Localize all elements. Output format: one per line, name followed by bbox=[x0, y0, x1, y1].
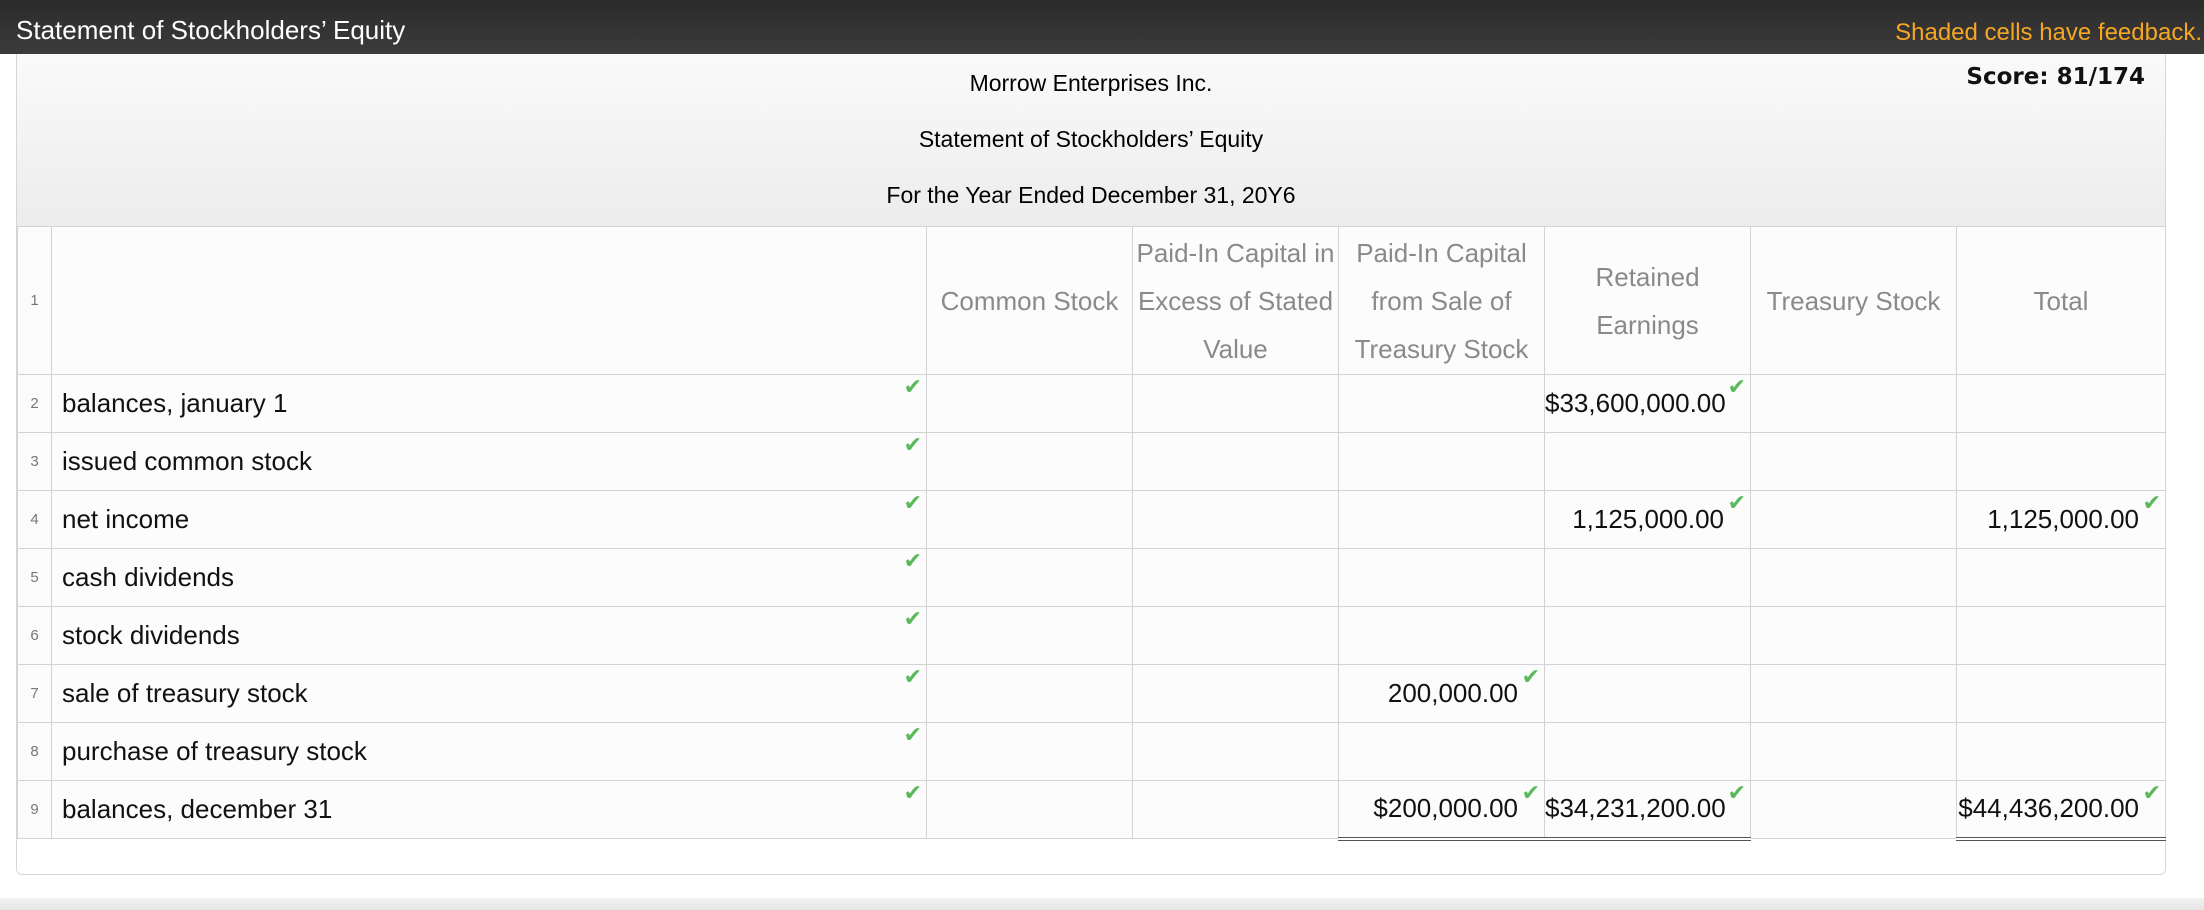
row-label: issued common stock bbox=[62, 446, 312, 476]
amount-cell[interactable] bbox=[1339, 433, 1545, 491]
column-header-paid-in-treasury: Paid-In Capital from Sale of Treasury Stock bbox=[1339, 227, 1545, 375]
bottom-strip bbox=[0, 898, 2204, 910]
amount-cell[interactable] bbox=[1545, 781, 1751, 839]
correct-check-icon: ✔ bbox=[903, 723, 922, 748]
amount-cell[interactable] bbox=[1751, 781, 1957, 839]
amount-cell[interactable] bbox=[1751, 607, 1957, 665]
amount-cell[interactable] bbox=[1751, 549, 1957, 607]
row-label-cell[interactable] bbox=[52, 491, 927, 549]
correct-check-icon: ✔ bbox=[2142, 781, 2161, 806]
table-row bbox=[18, 781, 2166, 839]
table-row bbox=[18, 723, 2166, 781]
column-header-paid-in-excess: Paid-In Capital in Excess of Stated Value bbox=[1133, 227, 1339, 375]
header-row bbox=[18, 227, 2166, 375]
amount-value: 1,125,000.00 bbox=[1987, 504, 2139, 534]
row-label-cell[interactable] bbox=[52, 375, 927, 433]
row-label-cell[interactable] bbox=[52, 665, 927, 723]
correct-check-icon: ✔ bbox=[903, 607, 922, 632]
score-label: Score: 81/174 bbox=[1966, 64, 2145, 90]
company-name: Morrow Enterprises Inc. bbox=[969, 70, 1213, 96]
row-number: 2 bbox=[18, 375, 52, 433]
statement-panel bbox=[16, 54, 2166, 875]
amount-cell[interactable] bbox=[1133, 549, 1339, 607]
correct-check-icon: ✔ bbox=[903, 375, 922, 400]
amount-cell[interactable] bbox=[1751, 375, 1957, 433]
amount-value: $44,436,200.00 bbox=[1958, 793, 2139, 824]
row-label: cash dividends bbox=[62, 562, 234, 592]
amount-cell[interactable] bbox=[1133, 433, 1339, 491]
row-number: 1 bbox=[18, 227, 52, 375]
amount-cell[interactable] bbox=[1133, 607, 1339, 665]
amount-cell[interactable] bbox=[927, 549, 1133, 607]
statement-period: For the Year Ended December 31, 20Y6 bbox=[886, 182, 1296, 208]
amount-cell[interactable] bbox=[1957, 375, 2166, 433]
equity-table bbox=[17, 226, 2166, 841]
amount-cell[interactable] bbox=[1545, 433, 1751, 491]
column-header-treasury-stock: Treasury Stock bbox=[1751, 227, 1957, 375]
amount-value: $34,231,200.00 bbox=[1545, 793, 1726, 824]
correct-check-icon: ✔ bbox=[903, 665, 922, 690]
amount-cell[interactable] bbox=[1957, 607, 2166, 665]
table-row bbox=[18, 665, 2166, 723]
table-row bbox=[18, 607, 2166, 665]
correct-check-icon: ✔ bbox=[903, 491, 922, 516]
table-row bbox=[18, 549, 2166, 607]
amount-cell[interactable] bbox=[1133, 665, 1339, 723]
correct-check-icon: ✔ bbox=[2142, 491, 2161, 516]
amount-value: 200,000.00 bbox=[1387, 678, 1518, 708]
amount-cell[interactable] bbox=[1545, 723, 1751, 781]
amount-cell[interactable] bbox=[1133, 375, 1339, 433]
feedback-note: Shaded cells have feedback. bbox=[1895, 19, 2202, 46]
window-titlebar bbox=[0, 0, 2204, 54]
row-label: sale of treasury stock bbox=[62, 678, 308, 708]
row-number: 3 bbox=[18, 433, 52, 491]
amount-cell[interactable] bbox=[1957, 665, 2166, 723]
correct-check-icon: ✔ bbox=[1727, 375, 1746, 400]
amount-value: $33,600,000.00 bbox=[1545, 388, 1726, 418]
amount-cell[interactable] bbox=[927, 781, 1133, 839]
table-row bbox=[18, 491, 2166, 549]
amount-cell[interactable] bbox=[1133, 781, 1339, 839]
amount-cell[interactable] bbox=[1545, 549, 1751, 607]
amount-cell[interactable] bbox=[1957, 723, 2166, 781]
amount-cell[interactable] bbox=[1545, 375, 1751, 433]
row-label: stock dividends bbox=[62, 620, 240, 650]
row-label-cell[interactable] bbox=[52, 607, 927, 665]
amount-cell[interactable] bbox=[927, 665, 1133, 723]
row-number: 6 bbox=[18, 607, 52, 665]
statement-heading bbox=[17, 54, 2165, 226]
amount-cell[interactable] bbox=[1545, 491, 1751, 549]
amount-cell[interactable] bbox=[1133, 723, 1339, 781]
amount-cell[interactable] bbox=[1957, 491, 2166, 549]
amount-cell[interactable] bbox=[1751, 665, 1957, 723]
correct-check-icon: ✔ bbox=[1521, 665, 1540, 690]
amount-cell[interactable] bbox=[1751, 433, 1957, 491]
row-number: 5 bbox=[18, 549, 52, 607]
correct-check-icon: ✔ bbox=[1727, 491, 1746, 516]
amount-cell[interactable] bbox=[927, 723, 1133, 781]
row-label-cell[interactable] bbox=[52, 723, 927, 781]
row-label: balances, january 1 bbox=[62, 388, 288, 418]
amount-cell[interactable] bbox=[1957, 433, 2166, 491]
window-title: Statement of Stockholders’ Equity bbox=[16, 15, 406, 45]
table-row bbox=[18, 375, 2166, 433]
amount-cell[interactable] bbox=[927, 491, 1133, 549]
amount-cell[interactable] bbox=[927, 433, 1133, 491]
row-label-cell[interactable] bbox=[52, 433, 927, 491]
amount-cell[interactable] bbox=[1339, 549, 1545, 607]
correct-check-icon: ✔ bbox=[903, 549, 922, 574]
column-header-total: Total bbox=[1957, 227, 2166, 375]
amount-cell[interactable] bbox=[1339, 781, 1545, 839]
row-number: 7 bbox=[18, 665, 52, 723]
amount-value: $200,000.00 bbox=[1373, 793, 1518, 824]
row-label-cell[interactable] bbox=[52, 549, 927, 607]
label-column-header bbox=[52, 227, 927, 375]
amount-cell[interactable] bbox=[1751, 491, 1957, 549]
amount-cell[interactable] bbox=[1339, 375, 1545, 433]
amount-cell[interactable] bbox=[1339, 665, 1545, 723]
amount-cell[interactable] bbox=[1133, 491, 1339, 549]
row-number: 9 bbox=[18, 781, 52, 839]
row-label: balances, december 31 bbox=[62, 794, 333, 824]
amount-cell[interactable] bbox=[1957, 781, 2166, 839]
amount-cell[interactable] bbox=[1339, 607, 1545, 665]
row-label-cell[interactable] bbox=[52, 781, 927, 839]
correct-check-icon: ✔ bbox=[1521, 781, 1540, 806]
column-header-common-stock: Common Stock bbox=[927, 227, 1133, 375]
amount-cell[interactable] bbox=[1545, 665, 1751, 723]
amount-cell[interactable] bbox=[927, 375, 1133, 433]
row-number: 8 bbox=[18, 723, 52, 781]
row-label: net income bbox=[62, 504, 190, 534]
row-label: purchase of treasury stock bbox=[62, 736, 367, 766]
amount-cell[interactable] bbox=[1545, 607, 1751, 665]
amount-cell[interactable] bbox=[1339, 491, 1545, 549]
row-number: 4 bbox=[18, 491, 52, 549]
amount-cell[interactable] bbox=[1339, 723, 1545, 781]
correct-check-icon: ✔ bbox=[903, 781, 922, 806]
table-row bbox=[18, 433, 2166, 491]
amount-cell[interactable] bbox=[1957, 549, 2166, 607]
correct-check-icon: ✔ bbox=[1727, 781, 1746, 806]
correct-check-icon: ✔ bbox=[903, 433, 922, 458]
amount-value: 1,125,000.00 bbox=[1572, 504, 1724, 534]
amount-cell[interactable] bbox=[927, 607, 1133, 665]
column-header-retained-earnings: Retained Earnings bbox=[1545, 227, 1751, 375]
statement-name: Statement of Stockholders’ Equity bbox=[918, 126, 1264, 152]
amount-cell[interactable] bbox=[1751, 723, 1957, 781]
